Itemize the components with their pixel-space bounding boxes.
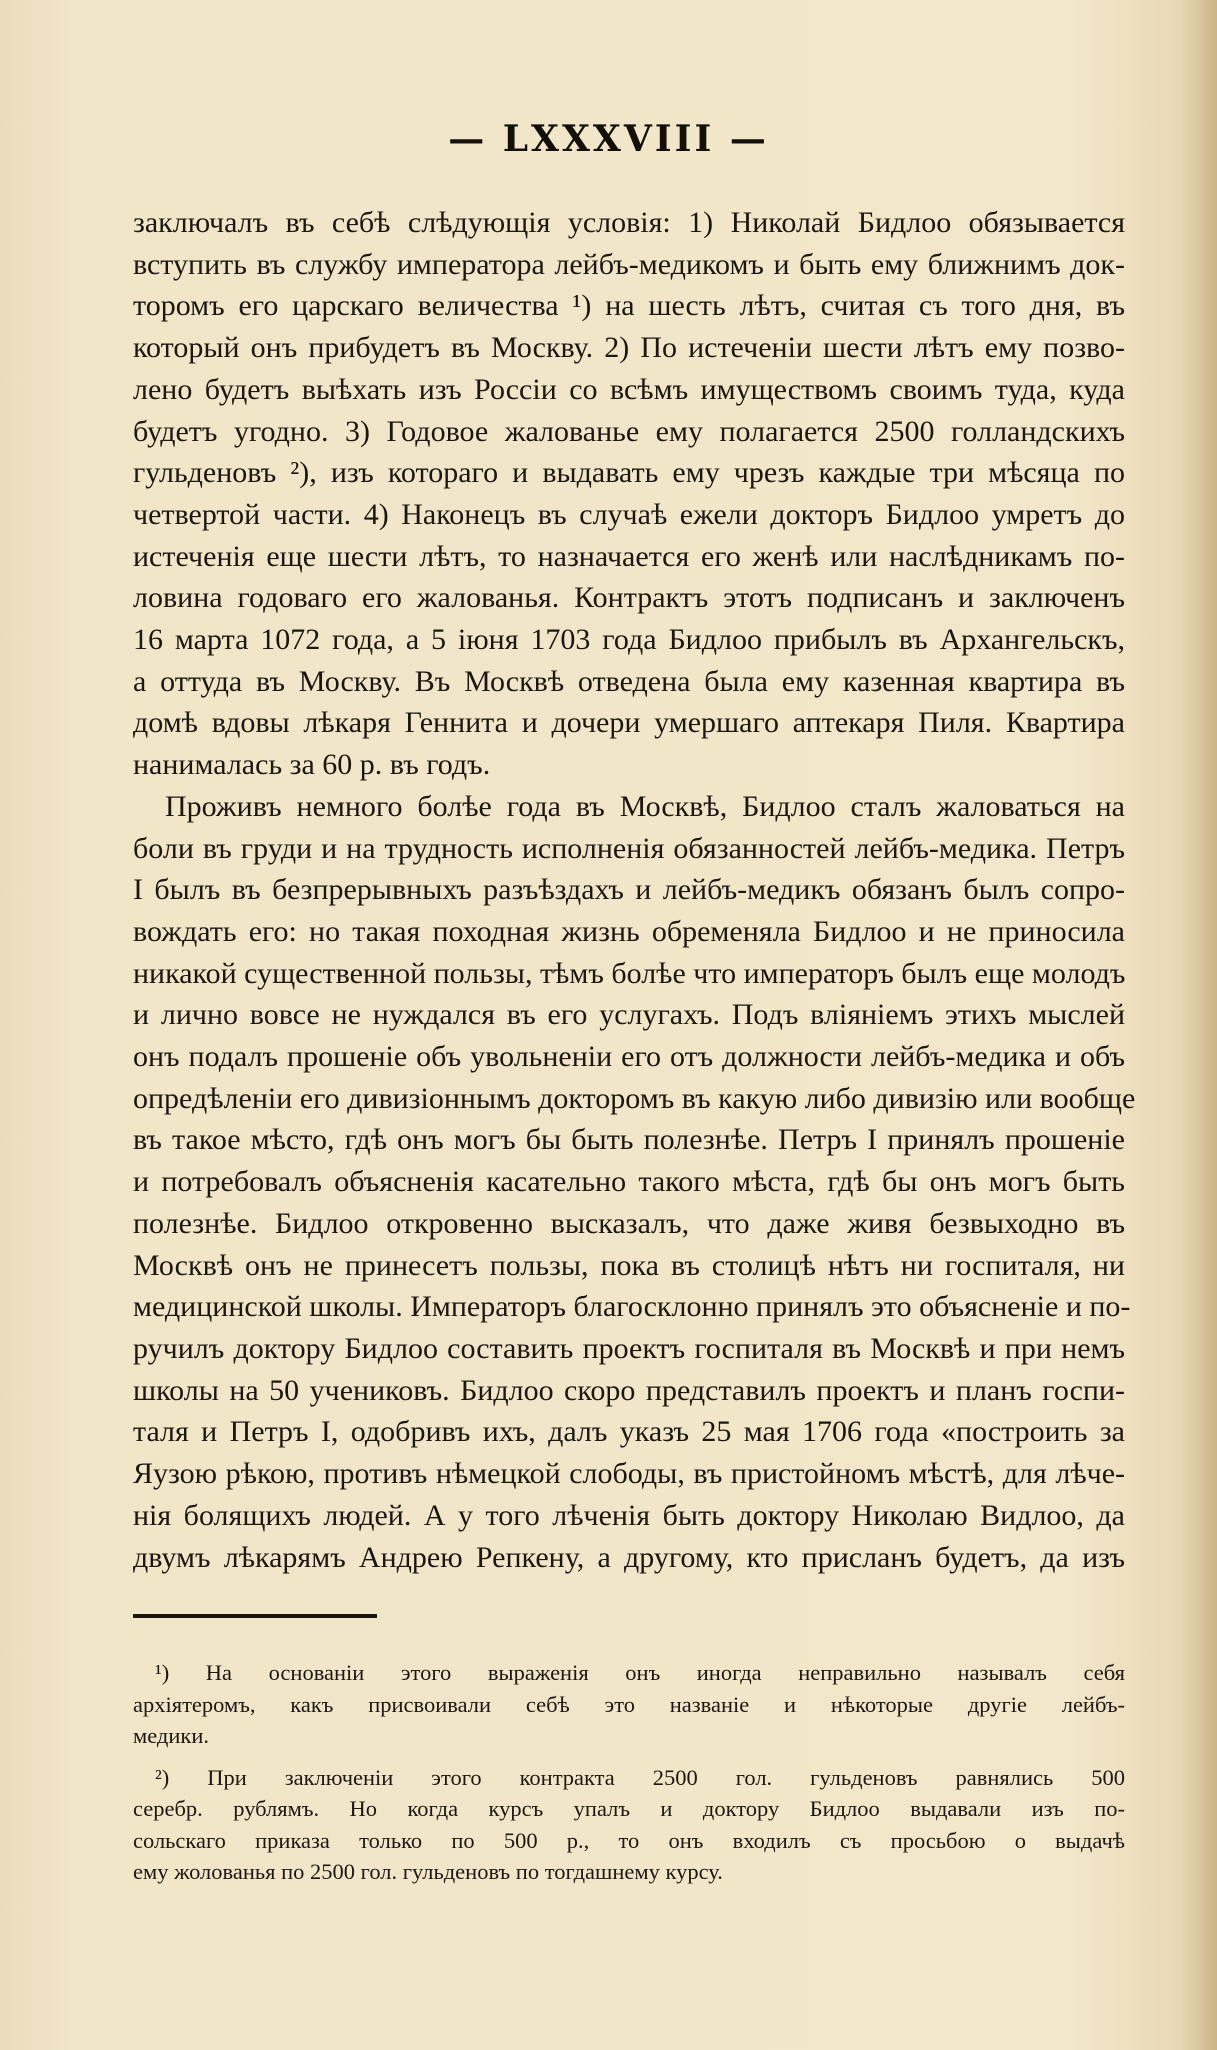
- text-line: Яузою рѣкою, противъ нѣмецкой слободы, въ пристойномъ мѣстѣ, для лѣче-: [133, 1457, 1125, 1491]
- text-line: школы на 50 учениковъ. Бидлоо скоро представилъ проектъ и планъ госпи-: [133, 1373, 1125, 1407]
- running-head: — LXXXVIII —: [448, 118, 769, 160]
- text-line: домѣ вдовы лѣкаря Геннита и дочери умершаго аптекаря Пиля. Квартира: [133, 706, 1125, 740]
- footnotes: [133, 1657, 1125, 1898]
- text-line: Москвѣ онъ не принесетъ пользы, пока въ столицѣ нѣтъ ни госпиталя, ни: [133, 1248, 1125, 1282]
- text-line: медицинской школы. Императоръ благосклонно принялъ это объясненіе и по-: [133, 1290, 1131, 1324]
- text-line: заключалъ въ себѣ слѣдующія условія: 1) Николай Бидлоо обязывается: [133, 206, 1125, 239]
- text-line: двумъ лѣкарямъ Андрею Репкену, а другому, кто присланъ будетъ, да изъ: [133, 1540, 1125, 1574]
- text-line: никакой существенной пользы, тѣмъ болѣе что императоръ былъ еще молодъ: [133, 956, 1126, 990]
- text-line: лено будетъ выѣхать изъ Россіи со всѣмъ имуществомъ своимъ туда, куда: [133, 372, 1125, 406]
- text-line: Проживъ немного болѣе года въ Москвѣ, Бидлоо сталъ жаловаться на: [165, 789, 1125, 823]
- text-line: и лично вовсе не нуждался въ его услугахъ. Подъ вліяніемъ этихъ мыслей: [133, 998, 1125, 1032]
- footnote-line: ²) При заключеніи этого контракта 2500 гол. гульденовъ равнялись 500: [155, 1764, 1125, 1790]
- footnote-separator-rule: [133, 1614, 377, 1618]
- text-line: полезнѣе. Бидлоо откровенно высказалъ, что даже живя безвыходно въ: [133, 1206, 1125, 1240]
- text-line: который онъ прибудетъ въ Москву. 2) По истеченіи шести лѣтъ ему позво-: [133, 331, 1125, 365]
- text-line: боли въ груди и на трудность исполненія обязанностей лейбъ-медика. Петръ: [133, 831, 1125, 865]
- text-line: вступить въ службу императора лейбъ-медикомъ и быть ему ближнимъ док-: [133, 247, 1125, 281]
- paragraph: [133, 786, 1136, 1578]
- footnote-line: сольскаго приказа только по 500 р., то онъ входилъ съ просьбою о выдачѣ: [133, 1827, 1125, 1853]
- footnote-2: [133, 1762, 1125, 1888]
- text-line: опредѣленіи его дивизіоннымъ докторомъ въ какую либо дивизію или вообще: [133, 1081, 1136, 1115]
- text-line: таля и Петръ I, одобривъ ихъ, далъ указъ 25 мая 1706 года «построить за: [133, 1415, 1125, 1449]
- text-line: и потребовалъ объясненія касательно такого мѣста, гдѣ бы онъ могъ быть: [133, 1165, 1125, 1199]
- text-line: въ такое мѣсто, гдѣ онъ могъ бы быть полезнѣе. Петръ I принялъ прошеніе: [133, 1123, 1125, 1157]
- text-line: I былъ въ безпрерывныхъ разъѣздахъ и лейбъ-медикъ обязанъ былъ сопро-: [133, 873, 1125, 907]
- text-line: истеченія еще шести лѣтъ, то назначается его женѣ или наслѣдникамъ по-: [133, 539, 1125, 573]
- text-line: ловина годоваго его жалованья. Контрактъ этотъ подписанъ и заключенъ: [133, 581, 1125, 615]
- footnote-line: архіятеромъ, какъ присвоивали себѣ это названіе и нѣкоторые другіе лейбъ-: [133, 1691, 1125, 1717]
- text-line: четвертой части. 4) Наконецъ въ случаѣ ежели докторъ Бидлоо умретъ до: [133, 497, 1125, 531]
- text-line: будетъ угодно. 3) Годовое жалованье ему полагается 2500 голландскихъ: [133, 414, 1125, 448]
- text-line: 16 марта 1072 года, а 5 іюня 1703 года Бидлоо прибылъ въ Архангельскъ,: [133, 623, 1125, 657]
- text-line: нанималась за 60 р. въ годъ.: [133, 748, 491, 782]
- text-line: онъ подалъ прошеніе объ увольненіи его отъ должности лейбъ-медика и объ: [133, 1040, 1125, 1074]
- text-line: вождать его: но такая походная жизнь обременяла Бидлоо и не приносила: [133, 914, 1125, 948]
- text-line: гульденовъ ²), изъ котораго и выдавать ему чрезъ каждые три мѣсяца по: [133, 456, 1125, 490]
- footnote-line: медики.: [133, 1723, 210, 1748]
- body-text: [133, 202, 1136, 1578]
- text-line: торомъ его царскаго величества ¹) на шесть лѣтъ, считая съ того дня, въ: [133, 289, 1125, 323]
- footnote-1: [133, 1657, 1125, 1752]
- footnote-line: ему жолованья по 2500 гол. гульденовъ по тогдашнему курсу.: [133, 1859, 723, 1884]
- text-line: ручилъ доктору Бидлоо составить проектъ госпиталя въ Москвѣ и при немъ: [133, 1331, 1125, 1365]
- text-line: нія болящихъ людей. А у того лѣченія быть доктору Николаю Видлоо, да: [133, 1498, 1125, 1532]
- paragraph: [133, 202, 1125, 786]
- footnote-line: ¹) На основаніи этого выраженія онъ иногда неправильно называлъ себя: [155, 1660, 1125, 1685]
- footnote-line: серебр. рублямъ. Но когда курсъ упалъ и доктору Бидлоо выдавали изъ по-: [133, 1796, 1125, 1821]
- text-line: а оттуда въ Москву. Въ Москвѣ отведена была ему казенная квартира въ: [133, 664, 1125, 698]
